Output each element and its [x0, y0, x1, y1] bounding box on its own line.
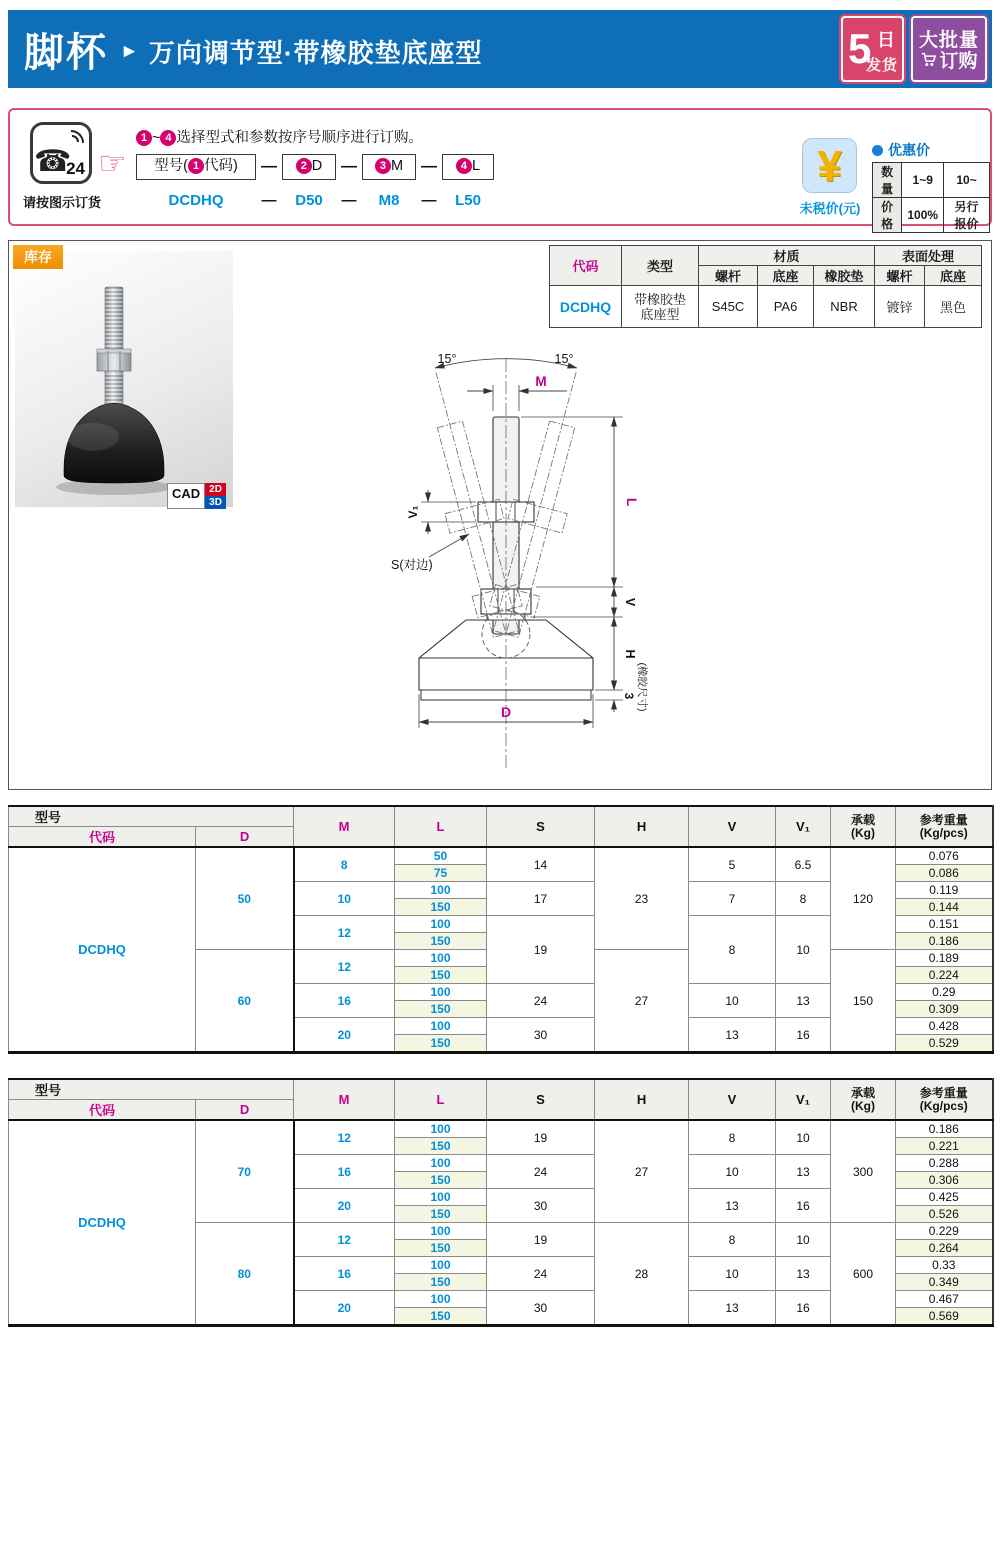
table-cell: 150	[831, 950, 896, 1053]
phone-caption: 请按图示订货	[22, 195, 101, 210]
table-cell: 80	[196, 1223, 294, 1326]
table-cell: 100	[395, 1155, 487, 1172]
table-cell: 14	[487, 847, 595, 882]
page-header	[8, 10, 992, 88]
cart-icon	[920, 52, 937, 67]
model-number-box: 2 D	[282, 154, 336, 180]
table-cell: 价格	[873, 198, 902, 233]
col-header-s: S	[487, 1079, 595, 1120]
table-cell: 23	[595, 847, 689, 950]
cad-label: CAD	[167, 483, 205, 509]
col-header-screw: 螺杆	[699, 266, 758, 286]
table-cell: 0.224	[896, 967, 993, 984]
product-panel	[8, 240, 992, 790]
table-cell: 8	[776, 882, 831, 916]
table-cell: 100	[395, 950, 487, 967]
ship-days-label: 发货	[865, 57, 898, 74]
col-header-code: 代码	[9, 827, 196, 848]
table-cell: 0.189	[896, 950, 993, 967]
table-cell: 24	[487, 984, 595, 1018]
table-cell: 150	[395, 1001, 487, 1018]
col-header-m: M	[294, 806, 395, 847]
yen-price-icon: ¥	[802, 138, 857, 193]
dim-label-h: H	[623, 649, 637, 659]
table-cell: 8	[689, 916, 776, 984]
table-cell: 10	[689, 1155, 776, 1189]
dim-label-d: D	[500, 704, 512, 720]
material-code: DCDHQ	[550, 286, 622, 328]
table-cell: 20	[294, 1291, 395, 1326]
table-cell: 0.529	[896, 1035, 993, 1053]
col-header-material: 材质	[699, 246, 875, 266]
table-cell: 10	[776, 1223, 831, 1257]
table-cell: 100	[395, 882, 487, 899]
table-cell: 0.467	[896, 1291, 993, 1308]
table-cell: 0.29	[896, 984, 993, 1001]
tax-note: 未税价(元)	[799, 201, 861, 216]
table-row	[550, 286, 982, 328]
table-cell: 数量	[873, 163, 902, 198]
dash-separator: —	[341, 192, 357, 209]
table-cell: 12	[294, 916, 395, 950]
table-cell: 150	[395, 933, 487, 950]
ship-days-number: 5	[848, 25, 872, 72]
table-cell: 10	[689, 1257, 776, 1291]
col-header-screw: 螺杆	[875, 266, 925, 286]
table-header-row	[9, 806, 993, 827]
col-header-v: V	[689, 1079, 776, 1120]
table-cell: 100	[395, 916, 487, 933]
surface-base: 黑色	[925, 286, 982, 328]
table-cell: 另行报价	[944, 198, 990, 233]
table-cell: 0.151	[896, 916, 993, 933]
table-row	[873, 163, 990, 198]
dim-label-angle-right: 15°	[554, 352, 574, 366]
bulk-order-label-2: 订购	[939, 51, 978, 72]
table-cell: 0.186	[896, 1120, 993, 1138]
page-title: 脚杯	[24, 30, 108, 75]
col-header-v: V	[689, 806, 776, 847]
cad-3d-button[interactable]: 3D	[205, 496, 226, 509]
table-cell: 27	[595, 950, 689, 1053]
table-cell: 100	[395, 984, 487, 1001]
table-cell: 0.526	[896, 1206, 993, 1223]
order-instructions-panel	[8, 108, 992, 231]
table-cell: 19	[487, 916, 595, 984]
ship-days-unit: 日	[877, 30, 895, 50]
ship-days-badge	[841, 16, 904, 82]
table-cell: 13	[776, 984, 831, 1018]
table-cell: 0.221	[896, 1138, 993, 1155]
spec-table-2	[8, 1078, 992, 1327]
table-cell: 150	[395, 1172, 487, 1189]
cad-2d-button[interactable]: 2D	[205, 483, 226, 496]
table-cell: 20	[294, 1018, 395, 1053]
col-header-l: L	[395, 1079, 487, 1120]
table-cell: 10	[689, 984, 776, 1018]
dash-separator: —	[421, 192, 437, 209]
table-cell: 0.144	[896, 899, 993, 916]
col-header-type: 类型	[622, 246, 699, 286]
col-header-s: S	[487, 806, 595, 847]
material-screw: S45C	[699, 286, 758, 328]
table-cell: 100	[395, 1223, 487, 1240]
table-cell: 30	[487, 1291, 595, 1326]
tilde: ~	[152, 130, 161, 146]
table-cell: 19	[487, 1223, 595, 1257]
table-row	[9, 1120, 993, 1138]
table-cell: 0.076	[896, 847, 993, 865]
table-cell: 150	[395, 1206, 487, 1223]
table-cell: 0.264	[896, 1240, 993, 1257]
table-cell: 100	[395, 1120, 487, 1138]
table-cell: 150	[395, 899, 487, 916]
table-header-row	[9, 1079, 993, 1100]
table-cell: 19	[487, 1120, 595, 1155]
table-cell: 27	[595, 1120, 689, 1223]
table-cell: 10	[294, 882, 395, 916]
table-cell: 16	[294, 1257, 395, 1291]
dim-label-rubber-thickness: 3	[622, 692, 634, 700]
table-cell: 6.5	[776, 847, 831, 882]
example-d: D50	[295, 192, 323, 209]
table-row	[873, 198, 990, 233]
col-header-m: M	[294, 1079, 395, 1120]
arrow-icon: ►	[120, 41, 139, 62]
surface-screw: 镀锌	[875, 286, 925, 328]
col-header-model: 型号	[9, 806, 294, 827]
table-cell: 13	[776, 1155, 831, 1189]
table-cell: 16	[776, 1018, 831, 1053]
table-cell: 0.428	[896, 1018, 993, 1035]
dim-label-v: V	[623, 597, 637, 607]
step-number-4: 4	[160, 130, 176, 146]
table-cell: 300	[831, 1120, 896, 1223]
table-cell: 13	[776, 1257, 831, 1291]
table-cell: 1~9	[902, 163, 944, 198]
table-cell: 0.309	[896, 1001, 993, 1018]
table-cell: 150	[395, 967, 487, 984]
example-code: DCDHQ	[168, 192, 224, 209]
col-header-load: 承载 (Kg)	[831, 806, 896, 847]
table-cell: 150	[395, 1035, 487, 1053]
dash-separator: —	[261, 192, 277, 209]
col-header-v1: V₁	[776, 1079, 831, 1120]
table-cell: DCDHQ	[9, 1120, 196, 1326]
price-table	[872, 162, 990, 233]
materials-table	[549, 245, 982, 328]
table-cell: 13	[689, 1189, 776, 1223]
table-cell: 150	[395, 1138, 487, 1155]
table-cell: 5	[689, 847, 776, 882]
table-cell: 60	[196, 950, 294, 1053]
col-header-weight: 参考重量 (Kg/pcs)	[896, 806, 993, 847]
table-row	[9, 847, 993, 865]
col-header-code: 代码	[9, 1100, 196, 1121]
bulk-order-label-1: 大批量	[918, 30, 979, 51]
dash-separator: —	[341, 158, 357, 175]
table-cell: 16	[294, 984, 395, 1018]
material-rubber: NBR	[814, 286, 875, 328]
example-m: M8	[378, 192, 400, 209]
phone-24-label: 24	[66, 159, 85, 178]
phone-glyph: ☎	[34, 145, 72, 178]
table-cell: 12	[294, 1223, 395, 1257]
cad-badge	[167, 483, 226, 509]
table-cell: 100	[395, 1291, 487, 1308]
table-cell: 150	[395, 1240, 487, 1257]
table-cell: 13	[689, 1291, 776, 1326]
col-header-surface: 表面处理	[875, 246, 982, 266]
example-l: L50	[455, 192, 481, 209]
col-header-h: H	[595, 806, 689, 847]
col-header-code: 代码	[550, 246, 622, 286]
dim-label-s: S(对边)	[391, 558, 433, 572]
table-cell: 120	[831, 847, 896, 950]
table-cell: 100	[395, 1257, 487, 1274]
table-cell: 100%	[902, 198, 944, 233]
table-cell: 50	[395, 847, 487, 865]
table-row	[550, 246, 982, 266]
table-cell: 50	[196, 847, 294, 950]
pointing-finger-icon: ☞	[98, 145, 127, 181]
step-number-1: 1	[136, 130, 152, 146]
product-photo	[15, 251, 233, 507]
leveling-foot-image	[15, 251, 233, 507]
model-number-builder	[136, 154, 494, 180]
table-cell: 12	[294, 950, 395, 984]
discount-price-title: 优惠价	[872, 140, 930, 160]
table-cell: DCDHQ	[9, 847, 196, 1053]
model-number-box: 4 L	[442, 154, 494, 180]
phone-24-icon	[30, 122, 92, 184]
col-header-h: H	[595, 1079, 689, 1120]
table-cell: 20	[294, 1189, 395, 1223]
material-type: 带橡胶垫 底座型	[622, 286, 699, 328]
table-cell: 0.086	[896, 865, 993, 882]
table-cell: 0.569	[896, 1308, 993, 1326]
material-base: PA6	[758, 286, 814, 328]
dim-label-l: L	[624, 497, 640, 507]
signal-wave-icon	[71, 130, 84, 143]
order-example	[136, 192, 494, 209]
col-header-d: D	[196, 1100, 294, 1121]
table-cell: 7	[689, 882, 776, 916]
table-cell: 0.119	[896, 882, 993, 899]
table-cell: 10	[776, 916, 831, 984]
table-cell: 10	[776, 1120, 831, 1155]
col-header-load: 承载 (Kg)	[831, 1079, 896, 1120]
table-cell: 13	[689, 1018, 776, 1053]
model-number-box: 型号( 1 代码)	[136, 154, 256, 180]
col-header-rubber: 橡胶垫	[814, 266, 875, 286]
stock-badge: 库存	[13, 245, 63, 269]
col-header-l: L	[395, 806, 487, 847]
table-cell: 0.349	[896, 1274, 993, 1291]
dim-label-rubber-note: (橡胶尺寸)	[636, 662, 648, 712]
col-header-model: 型号	[9, 1079, 294, 1100]
page-subtitle: 万向调节型·带橡胶垫底座型	[148, 37, 483, 68]
table-cell: 75	[395, 865, 487, 882]
col-header-base: 底座	[925, 266, 982, 286]
table-cell: 16	[776, 1189, 831, 1223]
table-cell: 17	[487, 882, 595, 916]
table-cell: 10~	[944, 163, 990, 198]
tech-drawing	[371, 349, 671, 786]
col-header-weight: 参考重量 (Kg/pcs)	[896, 1079, 993, 1120]
table-cell: 0.229	[896, 1223, 993, 1240]
col-header-base: 底座	[758, 266, 814, 286]
table-cell: 28	[595, 1223, 689, 1326]
table-cell: 100	[395, 1018, 487, 1035]
table-cell: 70	[196, 1120, 294, 1223]
table-cell: 24	[487, 1155, 595, 1189]
col-header-d: D	[196, 827, 294, 848]
table-cell: 150	[395, 1308, 487, 1326]
table-cell: 30	[487, 1018, 595, 1053]
spec-table-1	[8, 805, 992, 1054]
dim-label-v1: V₁	[406, 505, 420, 519]
col-header-v1: V₁	[776, 806, 831, 847]
table-cell: 0.306	[896, 1172, 993, 1189]
table-cell: 0.288	[896, 1155, 993, 1172]
order-instruction-text	[136, 126, 423, 147]
dash-separator: —	[421, 158, 437, 175]
table-cell: 8	[689, 1120, 776, 1155]
table-cell: 16	[776, 1291, 831, 1326]
table-cell: 600	[831, 1223, 896, 1326]
table-cell: 150	[395, 1274, 487, 1291]
table-cell: 8	[689, 1223, 776, 1257]
table-cell: 0.425	[896, 1189, 993, 1206]
dash-separator: —	[261, 158, 277, 175]
table-cell: 24	[487, 1257, 595, 1291]
dim-label-angle-left: 15°	[437, 352, 457, 366]
blue-dot-icon	[872, 145, 883, 156]
dim-label-m: M	[535, 374, 547, 389]
table-cell: 16	[294, 1155, 395, 1189]
table-cell: 0.33	[896, 1257, 993, 1274]
bulk-order-badge	[911, 16, 987, 82]
table-cell: 100	[395, 1189, 487, 1206]
table-cell: 30	[487, 1189, 595, 1223]
table-cell: 0.186	[896, 933, 993, 950]
model-number-box: 3 M	[362, 154, 416, 180]
instruction-text: 选择型式和参数按序号顺序进行订购。	[176, 130, 423, 146]
table-cell: 12	[294, 1120, 395, 1155]
table-cell: 8	[294, 847, 395, 882]
